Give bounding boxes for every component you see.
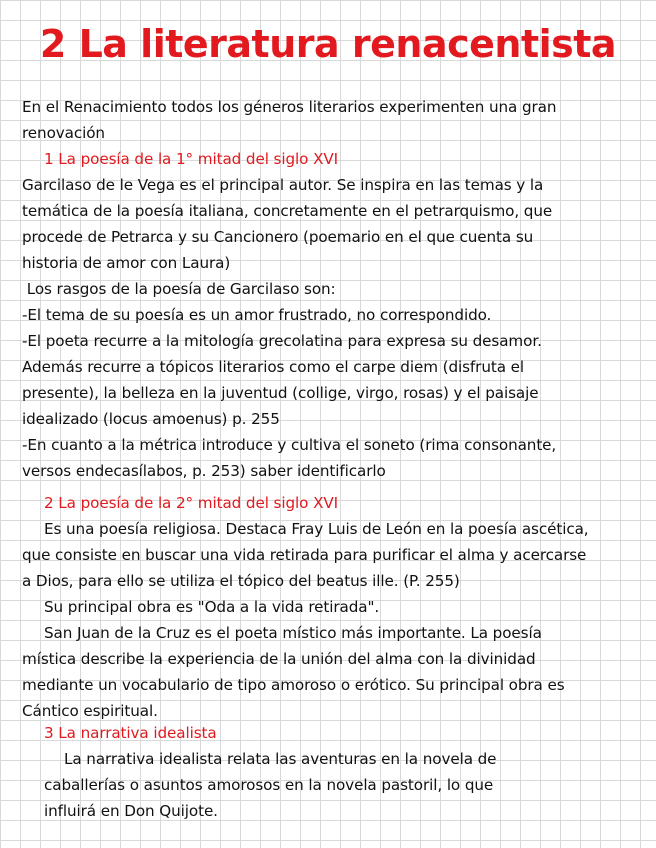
- section-2-line: San Juan de la Cruz es el poeta místico más importante. La poesía: [44, 624, 542, 642]
- section-1-line: versos endecasílabos, p. 253) saber identificarlo: [22, 462, 386, 480]
- section-1-line: historia de amor con Laura): [22, 254, 231, 272]
- section-2-line: Es una poesía religiosa. Destaca Fray Luis de León en la poesía ascética,: [44, 520, 589, 538]
- section-1-line: Los rasgos de la poesía de Garcilaso son:: [22, 280, 336, 298]
- page-title: 2 La literatura renacentista: [39, 22, 617, 66]
- section-2-line: que consiste en buscar una vida retirada para purificar el alma y acercarse: [22, 546, 587, 564]
- intro-line-1: En el Renacimiento todos los géneros literarios experimenten una gran: [22, 98, 557, 116]
- section-2-heading: 2 La poesía de la 2° mitad del siglo XVI: [44, 494, 339, 512]
- section-3-heading: 3 La narrativa idealista: [44, 724, 217, 742]
- section-1-line: procede de Petrarca y su Cancionero (poemario en el que cuenta su: [22, 228, 534, 246]
- section-1-heading: 1 La poesía de la 1° mitad del siglo XVI: [44, 150, 339, 168]
- section-1-line: -El poeta recurre a la mitología grecolatina para expresa su desamor.: [22, 332, 542, 350]
- section-3-line: influirá en Don Quijote.: [44, 802, 218, 820]
- section-1-line: Además recurre a tópicos literarios como el carpe diem (disfruta el: [22, 358, 524, 376]
- section-1-line: -El tema de su poesía es un amor frustrado, no correspondido.: [22, 306, 492, 324]
- section-3-line: caballerías o asuntos amorosos en la novela pastoril, lo que: [44, 776, 494, 794]
- section-2-line: Su principal obra es "Oda a la vida retirada".: [44, 598, 380, 616]
- section-2-line: mística describe la experiencia de la unión del alma con la divinidad: [22, 650, 536, 668]
- section-3-line: La narrativa idealista relata las aventuras en la novela de: [64, 750, 497, 768]
- section-1-line: Garcilaso de le Vega es el principal autor. Se inspira en las temas y la: [22, 176, 544, 194]
- section-1-line: presente), la belleza en la juventud (collige, virgo, rosas) y el paisaje: [22, 384, 539, 402]
- section-2-line: Cántico espiritual.: [22, 702, 158, 720]
- section-1-line: temática de la poesía italiana, concretamente en el petrarquismo, que: [22, 202, 553, 220]
- section-1-line: idealizado (locus amoenus) p. 255: [22, 410, 280, 428]
- section-1-line: -En cuanto a la métrica introduce y cultiva el soneto (rima consonante,: [22, 436, 557, 454]
- section-2-line: mediante un vocabulario de tipo amoroso o erótico. Su principal obra es: [22, 676, 565, 694]
- intro-line-2: renovación: [22, 124, 105, 142]
- section-2-line: a Dios, para ello se utiliza el tópico del beatus ille. (P. 255): [22, 572, 460, 590]
